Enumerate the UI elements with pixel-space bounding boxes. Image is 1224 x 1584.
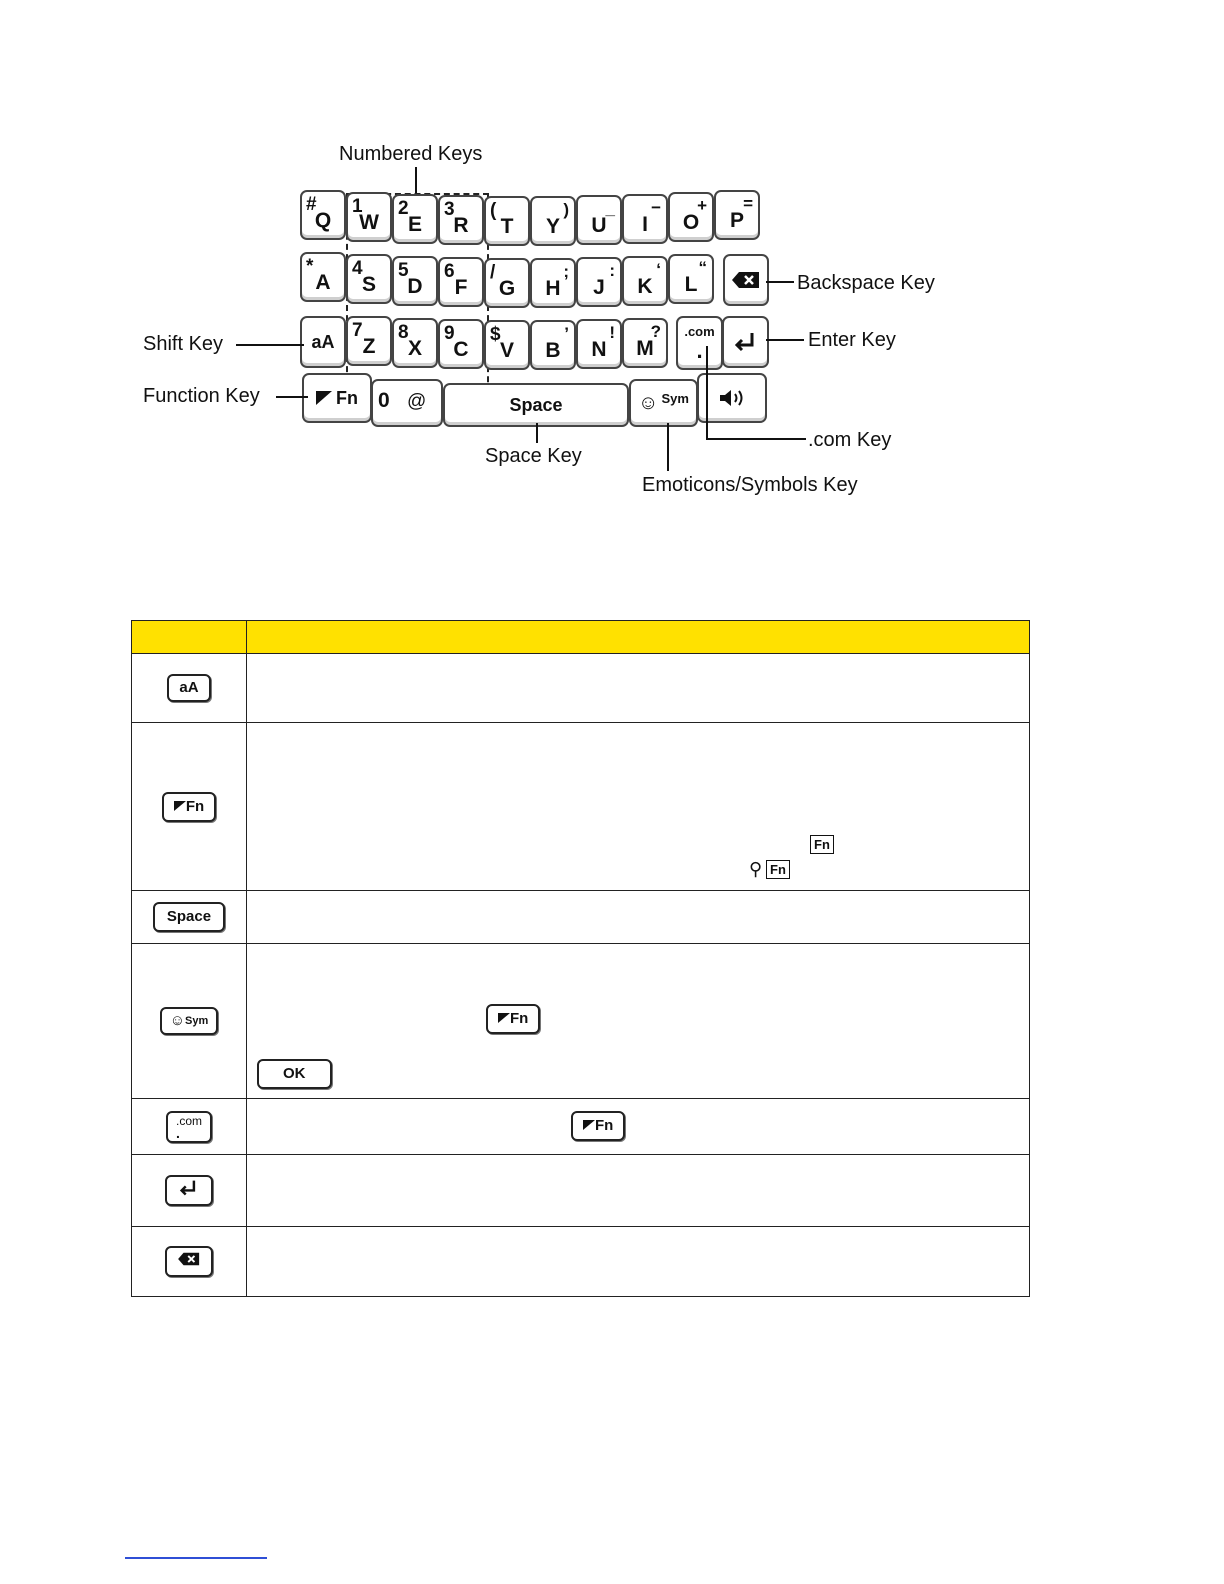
table-icon-cell — [132, 723, 247, 891]
shift-key[interactable] — [300, 316, 346, 368]
fn-key-small-icon: Fn — [766, 860, 790, 879]
key-secondary-label: 4 — [352, 258, 363, 279]
space-key-callout: Space Key — [485, 445, 582, 467]
backspace-key[interactable] — [723, 254, 769, 306]
space-key-label: Space — [509, 394, 563, 415]
sym-key-label: Sym — [661, 390, 689, 406]
key-secondary-label: / — [490, 262, 496, 283]
key-primary-label: S — [361, 273, 376, 296]
letter-key-f[interactable] — [438, 257, 484, 307]
key-secondary-label: * — [306, 256, 314, 277]
key-primary-label: J — [593, 276, 605, 299]
key-primary-label: O — [682, 211, 700, 234]
letter-key-e[interactable] — [392, 194, 438, 244]
key-primary-label: Z — [362, 335, 376, 358]
enter-key-callout: Enter Key — [808, 329, 896, 351]
fn-inline-label: Fn — [510, 1010, 529, 1027]
table-row — [132, 1227, 1030, 1297]
key-secondary-label: 7 — [352, 320, 363, 341]
key-primary-label: W — [359, 211, 379, 234]
key-primary-label: R — [453, 214, 469, 237]
letter-key-s[interactable] — [346, 254, 392, 304]
fn-key-icon — [162, 792, 216, 822]
letter-key-r[interactable] — [438, 195, 484, 245]
key-secondary-label: 8 — [398, 322, 409, 343]
table-row — [132, 1099, 1030, 1155]
backspace-icon — [725, 256, 767, 304]
letter-key-z[interactable] — [346, 316, 392, 366]
key-alt-label: ! — [609, 323, 615, 342]
letter-key-x[interactable] — [392, 318, 438, 368]
key-primary-label: E — [407, 213, 422, 236]
table-row — [132, 654, 1030, 723]
enter-key[interactable] — [722, 316, 769, 368]
sym-key-icon — [160, 1007, 219, 1035]
com-key-top-label: .com — [684, 324, 715, 339]
shift-key-icon: aA — [167, 674, 210, 702]
fn-key-inline-icon — [571, 1111, 625, 1141]
key-alt-label: ’ — [564, 324, 569, 343]
table-desc-cell — [247, 891, 1030, 944]
enter-leader — [766, 339, 804, 341]
key-alt-label: : — [609, 261, 615, 280]
letter-key-k[interactable] — [622, 256, 668, 306]
shift-key-label: aA — [311, 331, 335, 352]
at-label: @ — [407, 391, 427, 412]
key-secondary-label: $ — [490, 324, 501, 345]
fn-flag-icon — [583, 1120, 595, 1130]
speaker-icon — [699, 375, 765, 421]
shift-key-callout: Shift Key — [143, 333, 224, 355]
key-primary-label: M — [636, 337, 654, 360]
function-key-callout: Function Key — [143, 385, 260, 407]
letter-key-g[interactable] — [484, 258, 530, 308]
letter-key-q[interactable] — [300, 190, 346, 240]
key-primary-label: P — [729, 209, 744, 232]
key-alt-label: ; — [563, 262, 569, 281]
table-icon-cell — [132, 1155, 247, 1227]
key-primary-label: L — [684, 273, 698, 296]
shift-leader — [236, 344, 304, 346]
table-desc-cell — [247, 723, 1030, 891]
key-secondary-label: ( — [490, 200, 497, 221]
emoticons-key-callout: Emoticons/Symbols Key — [642, 474, 858, 496]
key-primary-label: D — [407, 275, 423, 298]
key-secondary-label: 6 — [444, 261, 455, 282]
key-primary-label: T — [500, 215, 514, 238]
fn-key-inline-icon — [486, 1004, 540, 1034]
letter-key-t[interactable] — [484, 196, 530, 246]
enter-icon — [724, 318, 767, 366]
emoticons-leader — [667, 423, 669, 471]
letter-key-v[interactable] — [484, 320, 530, 370]
fn-key-label: Fn — [336, 387, 358, 408]
table-header-row — [132, 621, 1030, 654]
letter-key-i[interactable] — [622, 194, 668, 244]
table-row — [132, 944, 1030, 1099]
key-alt-label: − — [651, 198, 661, 217]
keyboard-row-2 — [298, 250, 770, 306]
key-alt-label: + — [697, 196, 707, 215]
table-icon-cell — [132, 944, 247, 1099]
com-key-icon — [166, 1111, 212, 1143]
letter-key-u[interactable] — [576, 195, 622, 245]
space-key-icon: Space — [153, 902, 225, 932]
key-primary-label: Q — [314, 209, 332, 232]
table-icon-cell — [132, 891, 247, 944]
key-primary-label: V — [499, 339, 514, 362]
key-lock-icon: ⚲ — [749, 859, 763, 879]
com-leader-horizontal — [706, 438, 806, 440]
com-key-dot: . — [696, 338, 703, 363]
key-alt-label: ‘ — [656, 260, 661, 279]
key-primary-label: K — [637, 275, 653, 298]
table-row — [132, 891, 1030, 944]
key-secondary-label: 1 — [352, 196, 363, 217]
keyboard-diagram — [0, 0, 1224, 520]
table-row — [132, 1155, 1030, 1227]
fn-lock-key-icon: Fn — [810, 835, 834, 854]
footer-link-underline[interactable] — [125, 1557, 267, 1559]
table-header-key — [132, 621, 247, 654]
letter-key-l[interactable] — [668, 254, 714, 304]
letter-key-j[interactable] — [576, 257, 622, 307]
table-icon-cell — [132, 1099, 247, 1155]
fn-inline-label: Fn — [595, 1117, 614, 1134]
smiley-icon: ☺ — [169, 1012, 186, 1029]
keys-table — [131, 620, 1030, 1297]
zero-at-key[interactable] — [371, 379, 443, 427]
table-desc-cell — [247, 944, 1030, 1099]
key-secondary-label: # — [306, 194, 317, 215]
numbered-keys-label: Numbered Keys — [339, 143, 483, 165]
fn-flag-icon — [174, 801, 186, 811]
com-key-icon-dot: . — [175, 1124, 180, 1141]
key-primary-label: Y — [545, 215, 560, 238]
ok-button-icon: OK — [257, 1059, 332, 1089]
key-primary-label: B — [545, 339, 561, 362]
key-primary-label: I — [642, 213, 648, 236]
zero-label: 0 — [378, 389, 390, 412]
letter-key-o[interactable] — [668, 192, 714, 242]
table-icon-cell — [132, 654, 247, 723]
letter-key-h[interactable] — [530, 258, 576, 308]
key-primary-label: X — [407, 337, 422, 360]
letter-key-p[interactable] — [714, 190, 760, 240]
backspace-leader — [766, 281, 794, 283]
key-primary-label: U — [591, 214, 607, 237]
function-leader — [276, 396, 308, 398]
key-secondary-label: 3 — [444, 199, 455, 220]
fn-flag-icon — [316, 391, 332, 405]
function-key[interactable] — [302, 373, 372, 423]
key-alt-label: ) — [563, 200, 569, 219]
space-leader — [536, 423, 538, 443]
smiley-icon: ☺ — [638, 391, 659, 414]
table-header-function — [247, 621, 1030, 654]
letter-key-c[interactable] — [438, 319, 484, 369]
letter-key-b[interactable] — [530, 320, 576, 370]
key-primary-label: N — [591, 338, 607, 361]
keyboard-row-1 — [298, 188, 770, 244]
letter-key-w[interactable] — [346, 192, 392, 242]
key-primary-label: A — [315, 271, 331, 294]
com-key[interactable] — [676, 316, 723, 370]
key-alt-label: ? — [650, 322, 661, 341]
enter-key-icon — [165, 1175, 213, 1206]
table-row — [132, 723, 1030, 891]
com-key-callout: .com Key — [808, 429, 892, 451]
key-primary-label: F — [454, 276, 468, 299]
key-alt-label: = — [743, 194, 753, 213]
letter-key-d[interactable] — [392, 256, 438, 306]
key-secondary-label: 5 — [398, 260, 409, 281]
table-desc-cell — [247, 1099, 1030, 1155]
key-secondary-label: 2 — [398, 198, 409, 219]
key-primary-label: G — [498, 277, 516, 300]
space-key[interactable] — [443, 383, 629, 427]
table-icon-cell — [132, 1227, 247, 1297]
table-desc-cell — [247, 1227, 1030, 1297]
key-secondary-label: 9 — [444, 323, 455, 344]
fn-key-content — [304, 375, 370, 421]
key-alt-label: “ — [698, 258, 707, 277]
sym-key-content — [631, 381, 696, 425]
fn-key-icon-label: Fn — [185, 797, 205, 815]
com-leader-vertical — [706, 346, 708, 439]
letter-key-n[interactable] — [576, 319, 622, 369]
key-primary-label: H — [545, 277, 561, 300]
backspace-key-icon — [165, 1246, 213, 1277]
table-desc-cell — [247, 1155, 1030, 1227]
backspace-key-label: Backspace Key — [797, 272, 935, 294]
key-primary-label: C — [453, 338, 469, 361]
table-desc-cell — [247, 654, 1030, 723]
emoticons-symbols-key[interactable] — [629, 379, 698, 427]
fn-flag-icon — [498, 1013, 510, 1023]
letter-key-a[interactable] — [300, 252, 346, 302]
letter-key-y[interactable] — [530, 196, 576, 246]
com-key-icon-top: .com — [175, 1113, 202, 1128]
sym-key-icon-label: Sym — [185, 1015, 209, 1027]
key-alt-label: _ — [605, 199, 615, 218]
letter-key-m[interactable] — [622, 318, 668, 368]
